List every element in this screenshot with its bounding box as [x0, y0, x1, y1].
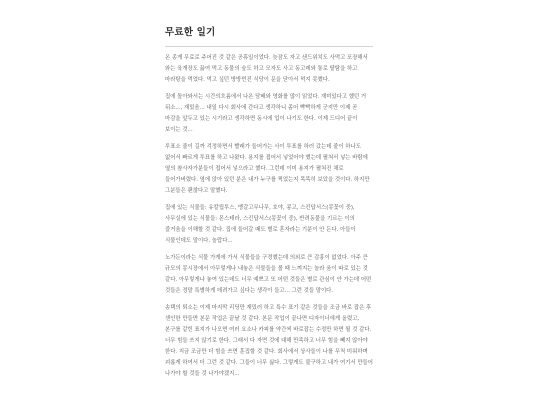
- paragraph-2: 집에 돌아와서는 시간의흐름에서 나온 담배와 영화를 많이 읽었다. 재미있다고 했던 거 뒤소..., 재밌음... 내일 다시 회사에 간다고 생각하니 좀어 빡빡하게 군지만 이제 곧 마감을 앞두고 있는 시기라고 생각하면 동시에 업이 나기도 한다. 이제 드디어 끝이 보이는 것...: [165, 94, 367, 133]
- paragraph-4: 집에 있는 식물들: 유칼립투스, 뱅갈고무나무, 호야, 콩고, 스킨답서스(몽꽃이 중), 사무실에 있는 식물들: 몬스테라, 스킨답서스(몽꽃이 중), 반려동물을 기르는 이의 즐거움을 이해할 것 같다. 집에 들어갈 때도 별로 혼자라는 기분이 안 든다. 아들이 식물인데도 말이다. 놀랍다...: [165, 205, 356, 244]
- paragraph-6: 송택의 퇴소는 이제 마지막 리딩만 재밌러 하고 특수 표기 같은 것들을 조금 바로 잡은 후 센인한 만들면 본문 작업은 끝날 것 같다. 본문 작업이 끝나면 디자이너에게 올렸고, 본구를 같힌 표지가 나오면 여러 요소나 카피를 약간씩 바로잡는 수정만 하면 될 것 같다. 너무 힘들 쓰지 않기로 한다. 그래서 다 자면 것에 대해 만족하고 너무 힘을 빼지 않아야 한다. 지금 조금만 더 힘을 쓰면 훈집할 것 같다. 회사에서 상사들이 나를 무척 미워하며 괴롭게 하여서 더 그런 것 같다. 그들이 너무 싫다. 그렇게도 불구하고 내가 여기서 만들어 나가야 할 것들 것 나가야겠지...: [165, 305, 373, 377]
- post-body: [165, 53, 374, 386]
- paragraph-5: 노가든이라는 식물 가게에 가서 식물들을 구경했는데 의외로 큰 감흥이 없었다. 아주 큰 규모의 몽시장에서 아무렇게나 내놓은 식물들을 볼 때 느껴지는 놀라 움이 따로 있는 것 같다. 아무렇게나 놓여 있는데도 너무 예쁘고 또 어떤 것들은 별로 관심이 안 가는데 어떤 것들은 정말 특별하게 데려가고 싶다는 생각이 들고... 그런 것들 말이다.: [165, 255, 372, 294]
- paragraph-3: 투표소 줄이 길까 걱정하면서 빨래가 들어가는 사이 투표를 하러 갔는데 줄이 하나도 없어서 빠르게 투표를 하고 나왔다. 용지를 접어서 넣었어야 했는데 펼쳐서 넣는 바람에 옆의 참사자가분들이 접어서 넣으라고 했다. 그런데 이미 용지가 펼쳐진 채로 들어가버렸다. 옆에 앉아 있던 분은 내가 누구를 찍었는지 똑똑히 보았을 것이다. 하지만 그분들은 괜찮다고 말했다.: [165, 144, 370, 194]
- title-divider: [165, 46, 373, 47]
- paragraph-1: 온 종게 무료로 주어진 것 같은 공휴일이었다. 늦잠도 자고 샌드위치도 사먹고 포장해서 와는 육개장도 끓여 먹고 동물의 숲도 하고 모자도 사고 동고레와 통로 탈탐을 하고 마라탕을 먹었다. 먹고 싶던 방방먼진 식당이 문을 닫아서 먹지 못했다.: [165, 55, 368, 83]
- post-title: 무료한 일기: [165, 27, 216, 38]
